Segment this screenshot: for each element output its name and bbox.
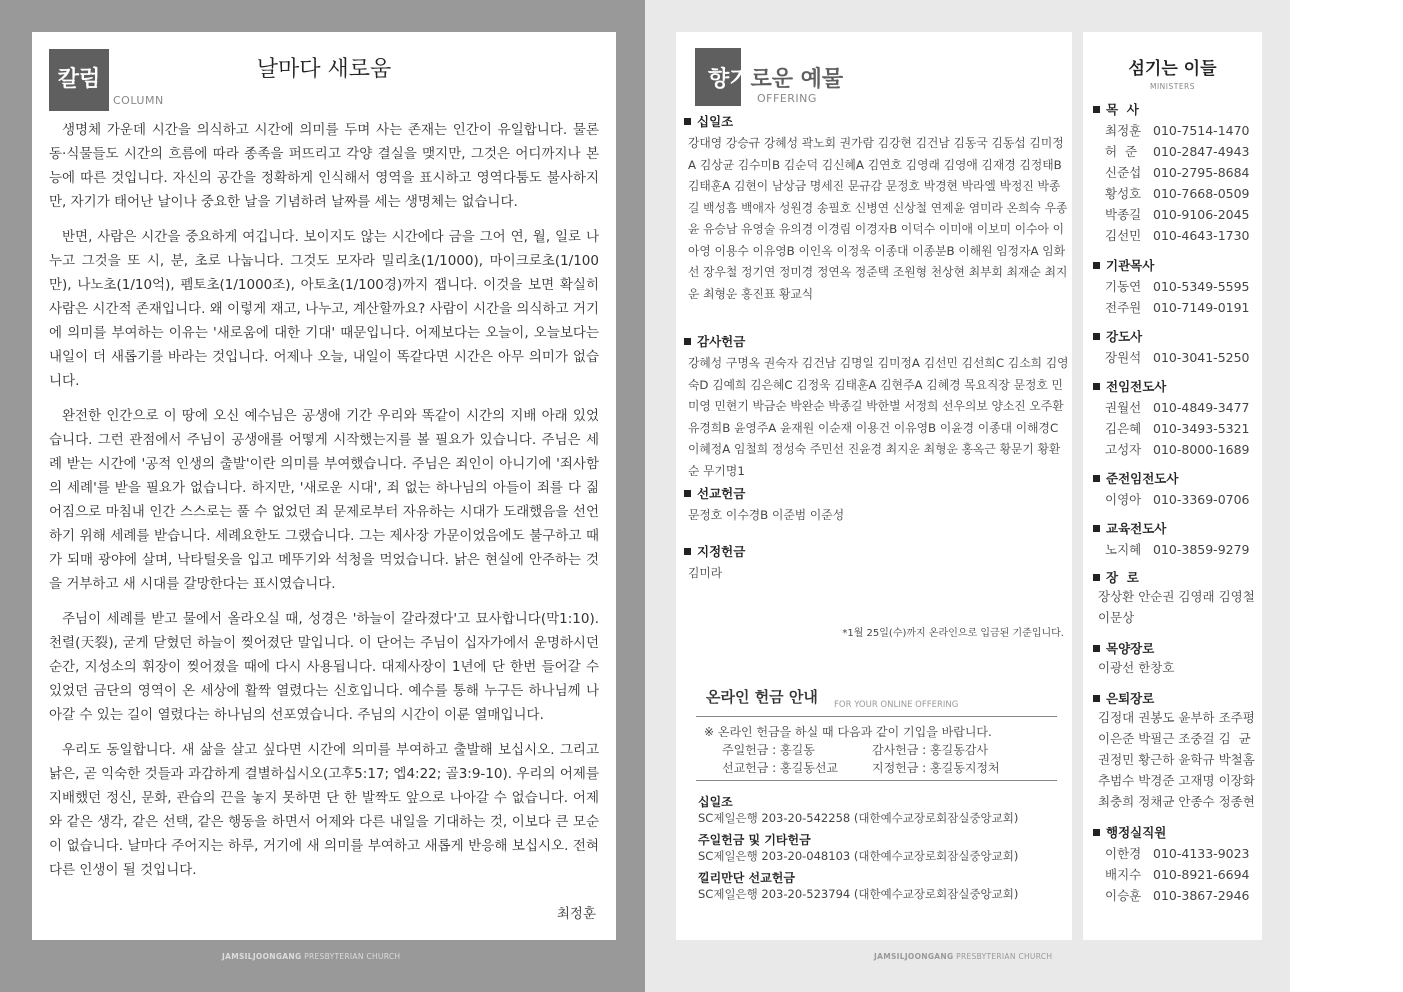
column-paragraph: 완전한 인간으로 이 땅에 오신 예수님은 공생애 기간 우리와 똑같이 시간의 지배 아래 있었습니다. 그런 관점에서 주님이 공생애를 어떻게 시작했는지를 볼 필요가 있습니다. 주님은 세례 받는 시간에 '공적 인생의 출발'이란 의미를 부여했습니다. 주님은 죄인이 아니기에 '죄사함의 세례'를 받을 필요가 없습니다. 하지만, '새로운 시대', 죄 없는 하나님의 아들이 죄를 다 짊어짐으로 마침내 인간 스스로는 풀 수 없었던 죄 문제로부터 자유하는 시대가 도래했음을 선언하기 위해 세례를 받습니다. 세례요한도 그랬습니다. 그는 제사장 가문이었음에도 불구하고 때가 되매 광야에 살며, 낙타털옷을 입고 메뚜기와 석청을 먹었습니다. 낡은 현실에 안주하는 것을 거부하고 새 시대를 갈망한다는 표시였습니다. xyxy=(49,408,599,592)
divider xyxy=(696,716,1057,717)
minister-row: 이영아 010-3369-0706 xyxy=(1105,492,1250,507)
evangelist-heading: 전임전도사 xyxy=(1093,377,1166,395)
account-tithe: 십일조 SC제일은행 203-20-542258 (대한예수교장로회잠실중앙교회) xyxy=(698,795,1019,825)
education-evangelist-heading: 교육전도사 xyxy=(1093,519,1166,537)
online-instruction-text: ※ 온라인 헌금을 하실 때 다음과 같이 기입을 바랍니다. xyxy=(704,725,992,739)
minister-row: 김은혜 010-3493-5321 xyxy=(1105,421,1250,436)
online-offering-subtitle: FOR YOUR ONLINE OFFERING xyxy=(834,700,959,710)
offering-subtitle: OFFERING xyxy=(757,92,817,105)
minister-row: 신준섭 010-2795-8684 xyxy=(1105,165,1250,180)
offering-title: 향기로운 예물 xyxy=(708,67,844,92)
square-bullet-icon xyxy=(1093,829,1100,836)
elder-heading: 장 로 xyxy=(1093,568,1139,586)
thanks-names: 강혜성 구명옥 권숙자 김건남 김명일 김미정A 김선민 김선희C 김소희 김영숙D 김예희 김은혜C 김정욱 김태훈A 김현주A 김혜경 목요직장 문정호 민미영 민현기 박금순 박완순 박종길 박한별 서정희 선우의보 양소진 오주환 유경희B 윤영주A 윤재원 이순재 이용건 이유영B 이윤경 이종대 이해경C 이혜정A 임철희 정성숙 주민선 진윤경 최지운 최형운 홍옥근 황문기 황환순 무기명1 xyxy=(688,356,1069,478)
preacher-heading: 강도사 xyxy=(1093,327,1142,345)
column-panel xyxy=(32,32,616,940)
staff-row: 이한경 010-4133-9023 xyxy=(1105,846,1250,861)
square-bullet-icon xyxy=(1093,333,1100,340)
elder-names: 장상환 안순권 김영래 김영철 이문상 xyxy=(1098,589,1255,625)
square-bullet-icon xyxy=(684,548,691,555)
footer-left: JAMSILJOONGANG PRESBYTERIAN CHURCH xyxy=(222,952,401,961)
column-title: 날마다 새로움 xyxy=(256,57,392,82)
semi-evangelist-heading: 준전임전도사 xyxy=(1093,469,1178,487)
column-paragraph: 반면, 사람은 시간을 중요하게 여깁니다. 보이지도 않는 시간에다 금을 그어 연, 월, 일로 나누고 그것을 또 시, 분, 초로 나눕니다. 그것도 모자라 밀리초(1/1000), 마이크로초(1/100만), 나노초(1/10억), 펨토초(1/1000조), 아토초(1/100경)까지 잽니다. 이것을 보면 확실히 사람은 시간적 존재입니다. 왜 이렇게 재고, 나누고, 계산할까요? 사람이 시간을 의식하고 거기에 의미를 부여하는 이유는 '새로움에 대한 기대' 때문입니다. 어제보다는 오늘이, 오늘보다는 내일이 더 새롭기를 바라는 것입니다. 어제나 오늘, 내일이 똑같다면 시간은 아무 의미가 없습니다. xyxy=(49,229,599,389)
staff-row: 이승훈 010-3867-2946 xyxy=(1105,888,1250,903)
square-bullet-icon xyxy=(1093,106,1100,113)
footer-right: JAMSILJOONGANG PRESBYTERIAN CHURCH xyxy=(874,952,1053,961)
minister-row: 허 준 010-2847-4943 xyxy=(1105,144,1250,159)
divider xyxy=(696,780,1057,781)
minister-row: 최정훈 010-7514-1470 xyxy=(1105,123,1250,138)
square-bullet-icon xyxy=(1093,262,1100,269)
column-body xyxy=(49,118,599,893)
column-badge: 칼럼 xyxy=(49,49,109,111)
institution-pastor-heading: 기관목사 xyxy=(1093,256,1154,274)
pastor-heading: 목 사 xyxy=(1093,100,1139,118)
retired-elder-names: 김정대 권봉도 윤부하 조주평 이은준 박필근 조중걸 김 균 권정민 황근하 윤학규 박철홈 추범수 박경준 고재명 이장화 최충희 정채균 안종수 정종현 xyxy=(1098,710,1259,809)
square-bullet-icon xyxy=(1093,475,1100,482)
online-offering-title: 온라인 헌금 안내 xyxy=(706,688,818,706)
minister-row: 기동연 010-5349-5595 xyxy=(1105,279,1250,294)
ministers-panel xyxy=(1083,32,1262,940)
thanks-heading: 감사헌금 xyxy=(684,332,745,350)
square-bullet-icon xyxy=(1093,645,1100,652)
staff-heading: 행정실직원 xyxy=(1093,823,1166,841)
column-paragraph: 생명체 가운데 시간을 의식하고 시간에 의미를 두며 사는 존재는 인간이 유일합니다. 물론 동·식물들도 시간의 흐름에 따라 종족을 퍼뜨리고 각양 결실을 맺지만, 그것은 어디까지나 본능에 따른 것입니다. 자신의 공간을 정확하게 인식해서 영역을 표시하고 영역다툼도 불사하지만, 자기가 태어난 날이나 중요한 날을 기념하려 날짜를 세는 생명체는 없습니다. xyxy=(49,122,599,210)
account-mission: 낄리만단 선교헌금 SC제일은행 203-20-523794 (대한예수교장로회잠실중앙교회) xyxy=(698,871,1019,901)
square-bullet-icon xyxy=(1093,525,1100,532)
column-paragraph: 우리도 동일합니다. 새 삶을 살고 싶다면 시간에 의미를 부여하고 출발해 보십시오. 그리고 낡은, 곧 익숙한 것들과 과감하게 결별하십시오(고후5:17; 엡4:22; 골3:9-10). 우리의 어제를 지배했던 정신, 문화, 관습의 끈을 놓지 못하면 단 한 발짝도 앞으로 나아갈 수 없습니다. 어제와 같은 생각, 같은 선택, 같은 행동을 하면서 어제와 다른 내일을 기대하는 것, 이보다 큰 모순이 없습니다. 날마다 주어지는 하루, 거기에 새 의미를 부여하고 새롭게 반응해 보십시오. 전혀 다른 인생이 될 것입니다. xyxy=(49,742,599,878)
margin-background xyxy=(1290,0,1403,992)
square-bullet-icon xyxy=(684,338,691,345)
ministers-title: 섬기는 이들 xyxy=(1128,59,1217,79)
account-sunday: 주일헌금 및 기타헌금 SC제일은행 203-20-048103 (대한예수교장로회잠실중앙교회) xyxy=(698,833,1019,863)
online-example-row: 선교헌금 : 홍길동선교 지정헌금 : 홍길동지정처 xyxy=(722,761,1000,775)
minister-row: 김선민 010-4643-1730 xyxy=(1105,228,1250,243)
tithe-heading: 십일조 xyxy=(684,112,733,130)
minister-row: 권월선 010-4849-3477 xyxy=(1105,400,1250,415)
online-example-row: 주일헌금 : 홍길동 감사헌금 : 홍길동감사 xyxy=(722,743,989,757)
designated-heading: 지정헌금 xyxy=(684,542,745,560)
mission-names: 문정호 이수경B 이준범 이준성 xyxy=(688,508,845,522)
retired-elder-heading: 은퇴장로 xyxy=(1093,689,1154,707)
minister-row: 노지혜 010-3859-9279 xyxy=(1105,542,1250,557)
designated-names: 김미라 xyxy=(688,566,723,580)
column-paragraph: 주님이 세례를 받고 물에서 올라오실 때, 성경은 '하늘이 갈라졌다'고 묘사합니다(막1:10). 천렬(天裂), 굳게 닫혔던 하늘이 찢어졌단 말입니다. 이 단어는 주님이 십자가에서 운명하시던 순간, 지성소의 휘장이 찢어졌을 때에 다시 사용됩니다. 대제사장이 1년에 단 한번 들어갈 수 있었던 금단의 영역이 온 세상에 활짝 열렸다는 신호입니다. 예수를 통해 누구든 하나님께 나아갈 수 있는 길이 열렸다는 하나님의 선포였습니다. 주님의 시간이 이룬 열매입니다. xyxy=(49,611,599,723)
staff-row: 배지수 010-8921-6694 xyxy=(1105,867,1250,882)
ministers-subtitle: MINISTERS xyxy=(1149,82,1196,91)
online-instructions xyxy=(704,723,1000,777)
minister-row: 황성호 010-7668-0509 xyxy=(1105,186,1250,201)
shepherd-elder-heading: 목양장로 xyxy=(1093,639,1154,657)
square-bullet-icon xyxy=(684,490,691,497)
square-bullet-icon xyxy=(1093,695,1100,702)
shepherd-elder-names: 이광선 한창호 xyxy=(1098,660,1175,675)
minister-row: 전주원 010-7149-0191 xyxy=(1105,300,1250,315)
square-bullet-icon xyxy=(1093,574,1100,581)
tithe-names: 강대영 강승규 강혜성 곽노회 권가람 김강현 김건남 김동국 김동섭 김미정A 김상균 김수미B 김순덕 김신혜A 김연호 김영래 김영애 김재경 김정태B 김태훈A 김현이 남상금 명세진 문규감 문정호 박경현 박라엘 박정진 박종길 백성흠 백애자 성원경 송필호 신병연 신상철 연제윤 염미라 온희숙 우종윤 유승남 유영술 유의경 이경림 이경자B 이덕수 이미애 이보미 이수아 이아영 이용수 이유영B 이인옥 이정욱 이종대 이종분B 이해원 임정자A 임화선 장우철 정기연 정미경 정연옥 정준택 조원형 천상현 최부회 최재순 최지운 최형운 홍진표 황교식 xyxy=(688,136,1068,301)
square-bullet-icon xyxy=(1093,383,1100,390)
minister-row: 박종길 010-9106-2045 xyxy=(1105,207,1250,222)
offering-note: *1월 25일(수)까지 온라인으로 입금된 기준입니다. xyxy=(842,628,1064,639)
offering-panel xyxy=(676,32,1072,940)
square-bullet-icon xyxy=(684,118,691,125)
column-signature: 최정훈 xyxy=(556,906,596,922)
minister-row: 고성자 010-8000-1689 xyxy=(1105,442,1250,457)
minister-row: 장원석 010-3041-5250 xyxy=(1105,350,1250,365)
mission-heading: 선교헌금 xyxy=(684,484,745,502)
column-subtitle: COLUMN xyxy=(113,94,164,107)
